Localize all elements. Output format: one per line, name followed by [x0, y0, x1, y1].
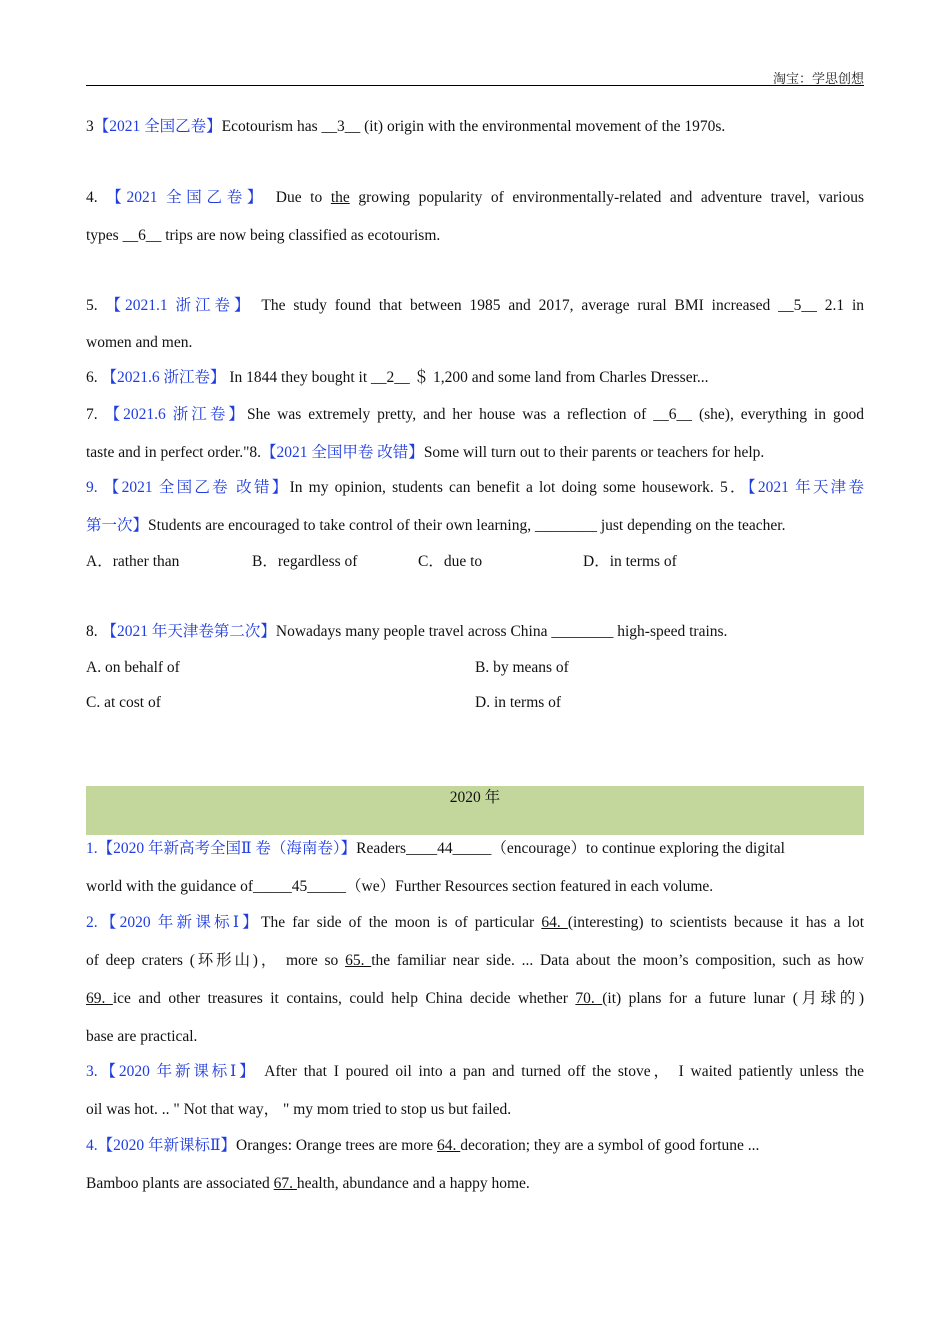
source-tag: 第一次】	[86, 517, 149, 534]
text-segment: types __6__ trips are now being classified as ecotourism.	[86, 227, 441, 244]
text-segment: (it) plans for a future lunar (月球的)	[602, 990, 864, 1007]
text-segment: 5.	[86, 297, 106, 314]
text-segment: ice and other treasures it contains, could help China decide whether	[112, 990, 576, 1007]
text-segment: Students are encouraged to take control of their own learning, ________ just depending on the teacher.	[148, 517, 786, 534]
text-segment: After that I poured oil into a pan and turned off the stove， I waited patiently unless the	[257, 1063, 864, 1080]
text-line	[86, 622, 864, 642]
text-segment: decoration; they are a symbol of good fortune ...	[460, 1137, 760, 1154]
text-segment: 3	[86, 118, 94, 135]
text-line	[86, 516, 864, 536]
text-line	[86, 1100, 864, 1120]
text-segment: The far side of the moon is of particular	[261, 914, 542, 931]
text-segment: 6.	[86, 369, 102, 386]
section-year-label: 2020 年	[449, 789, 501, 806]
blank-marker: 67.	[273, 1175, 297, 1192]
answer-option: D. in terms of	[475, 694, 562, 711]
text-line	[86, 1062, 864, 1082]
text-segment: She was extremely pretty, and her house was a reflection of __6__ (she), everything in good	[246, 406, 864, 423]
answer-option: A. on behalf of	[86, 659, 180, 676]
blank-marker: 64.	[437, 1137, 461, 1154]
blank-marker: 65.	[345, 952, 372, 969]
text-line	[86, 296, 864, 316]
source-tag: 4.【2020 年新课标Ⅱ】	[86, 1137, 237, 1154]
text-segment: Some will turn out to their parents or teachers for help.	[423, 444, 765, 461]
text-line	[86, 1136, 864, 1156]
text-line	[86, 989, 864, 1009]
source-tag: 【2021.1 浙江卷】	[105, 297, 254, 314]
text-segment: 7.	[86, 406, 105, 423]
header-rule	[86, 85, 864, 86]
blank-marker: 69.	[86, 990, 113, 1007]
answer-option: A．rather than	[86, 553, 180, 570]
answer-option: D．in terms of	[583, 553, 677, 570]
text-segment: women and men.	[86, 334, 193, 351]
blank-marker: 64.	[541, 914, 568, 931]
text-line	[86, 117, 864, 137]
text-segment: (interesting) to scientists because it has a lot	[567, 914, 864, 931]
text-segment: 8.	[86, 623, 102, 640]
source-tag: 3.【2020 年新课标Ⅰ】	[86, 1063, 258, 1080]
text-line	[86, 1174, 864, 1194]
source-tag: 2.【2020 年新课标Ⅰ】	[86, 914, 261, 931]
text-line	[86, 877, 864, 897]
source-tag: 【2021 年天津卷第二次】	[101, 623, 276, 640]
text-line	[86, 478, 864, 498]
text-segment: oil was hot. .. " Not that way， " my mom tried to stop us but failed.	[86, 1101, 512, 1118]
text-line	[86, 333, 864, 353]
text-segment: base are practical.	[86, 1028, 198, 1045]
source-tag: 【2021 全国甲卷 改错】	[261, 444, 424, 461]
text-segment: 4.	[86, 189, 107, 206]
answer-option: C. at cost of	[86, 694, 161, 711]
text-line	[86, 226, 864, 246]
source-tag: 【2021 年天津卷	[747, 479, 864, 496]
source-tag: 1.【2020 年新高考全国Ⅱ 卷（海南卷）】	[86, 840, 357, 857]
text-segment: of deep craters (环形山)， more so	[86, 952, 346, 969]
text-segment: Oranges: Orange trees are more	[236, 1137, 438, 1154]
text-line	[86, 951, 864, 971]
text-segment: Bamboo plants are associated	[86, 1175, 274, 1192]
blank-marker: the	[330, 189, 350, 206]
text-segment: taste and in perfect order."8.	[86, 444, 262, 461]
text-segment: the familiar near side. ... Data about the moon’s composition, such as how	[371, 952, 864, 969]
answer-option: B．regardless of	[252, 553, 358, 570]
source-tag: 【2021 全国乙卷】	[93, 118, 222, 135]
answer-option: C．due to	[418, 553, 483, 570]
header-brand: 淘宝：学思创想	[772, 71, 864, 86]
blank-marker: 70.	[575, 990, 603, 1007]
source-tag: 9. 【2021 全国乙卷 改错】	[86, 479, 290, 496]
text-segment: Readers____44_____（encourage）to continue exploring the digital	[356, 840, 785, 857]
section-band-2020	[86, 786, 864, 835]
text-line	[86, 913, 864, 933]
text-segment: In 1844 they bought it __2__ ＄ 1,200 and some land from Charles Dresser...	[225, 369, 709, 386]
text-line	[86, 1027, 864, 1047]
text-segment: health, abundance and a happy home.	[296, 1175, 530, 1192]
text-segment: Due to	[267, 189, 331, 206]
text-line	[86, 368, 864, 388]
text-segment: Ecotourism has __3__ (it) origin with the environmental movement of the 1970s.	[221, 118, 726, 135]
source-tag: 【2021.6 浙江卷】	[104, 406, 247, 423]
text-segment: Nowadays many people travel across China ________ high-speed trains.	[275, 623, 728, 640]
text-line	[86, 405, 864, 425]
text-segment: world with the guidance of_____45_____（we）Further Resources section featured in each volume.	[86, 878, 714, 895]
text-line	[86, 443, 864, 463]
text-segment: The study found that between 1985 and 2017, average rural BMI increased __5__ 2.1 in	[253, 297, 864, 314]
text-segment: In my opinion, students can benefit a lot doing some housework. 5．	[289, 479, 748, 496]
text-segment: growing popularity of environmentally-related and adventure travel, various	[349, 189, 864, 206]
source-tag: 【2021.6 浙江卷】	[101, 369, 226, 386]
text-line	[86, 839, 864, 859]
text-line	[86, 188, 864, 208]
source-tag: 【2021 全国乙卷】	[106, 189, 268, 206]
answer-option: B. by means of	[475, 659, 569, 676]
